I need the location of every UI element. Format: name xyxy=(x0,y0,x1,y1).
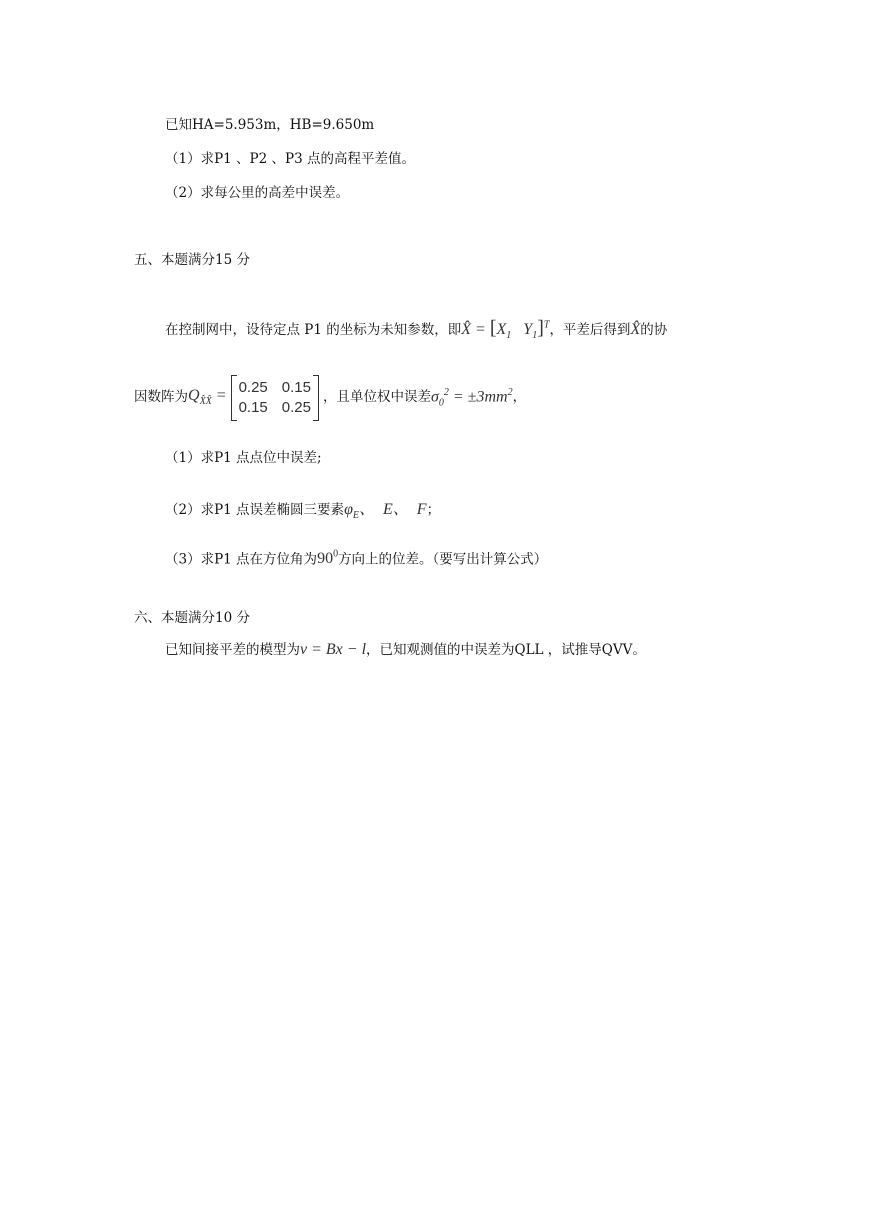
section-5-heading: 五、本题满分15 分 xyxy=(134,252,250,268)
section-6-text xyxy=(165,642,646,658)
line2-text-b: ，且单位权中误差 xyxy=(322,389,431,406)
azimuth-formula: $90^0$ xyxy=(317,549,339,568)
question-4-1: （1）求P1 、P2 、P3 点的高程平差值。 xyxy=(165,151,415,167)
s6-text-a: 已知间接平差的模型为 xyxy=(165,642,300,658)
known-values: 已知HA=5.953m，HB=9.650m xyxy=(165,117,375,133)
question-5-3 xyxy=(165,550,547,567)
matrix-cell: 0.25 xyxy=(238,379,268,396)
intro-text-c: 的协 xyxy=(640,322,668,338)
question-5-2 xyxy=(165,502,440,521)
matrix-row-1 xyxy=(239,378,311,398)
question-5-1: （1）求P1 点点位中误差; xyxy=(165,450,322,466)
x-hat-symbol: X̂ xyxy=(630,321,641,338)
ellipse-elements-formula: $\varphi_E$、 E、 F xyxy=(344,501,427,522)
q-xx-symbol: $Q_{X̂X̂}$ = xyxy=(188,387,227,408)
matrix-row-2 xyxy=(239,398,311,418)
intro-text-a: 在控制网中，设待定点 P1 的坐标为未知参数，即 xyxy=(165,322,462,338)
matrix-cell: 0.15 xyxy=(238,399,268,416)
sigma-formula: $\sigma_0^2 = \pm 3mm^2$ xyxy=(430,386,513,409)
section-5-cofactor-line xyxy=(134,378,526,418)
section-6-heading: 六、本题满分10 分 xyxy=(134,610,250,626)
s6-text-b: ，已知观测值的中误差为QLL ，试推导QVV。 xyxy=(366,642,646,658)
line2-text-a: 因数阵为 xyxy=(134,389,188,406)
q3-text-b: 方向上的位差。（要写出计算公式） xyxy=(338,551,548,568)
q2-tail: ； xyxy=(426,502,441,518)
matrix-cell: 0.25 xyxy=(281,399,311,416)
matrix-cell: 0.15 xyxy=(281,379,311,396)
line2-text-c: ， xyxy=(512,389,527,406)
q2-text: （2）求P1 点误差椭圆三要素 xyxy=(165,502,345,518)
intro-text-b: ，平差后得到 xyxy=(549,322,631,338)
x-hat-vector-formula: X̂ = [$X_1$ $Y_1]^T$ xyxy=(461,317,550,342)
q3-text-a: （3）求P1 点在方位角为 xyxy=(165,551,318,568)
question-4-2: （2）求每公里的高差中误差。 xyxy=(165,185,350,201)
cofactor-matrix xyxy=(231,378,319,418)
model-formula: v = Bx − l xyxy=(300,641,367,658)
section-5-intro xyxy=(165,318,667,341)
